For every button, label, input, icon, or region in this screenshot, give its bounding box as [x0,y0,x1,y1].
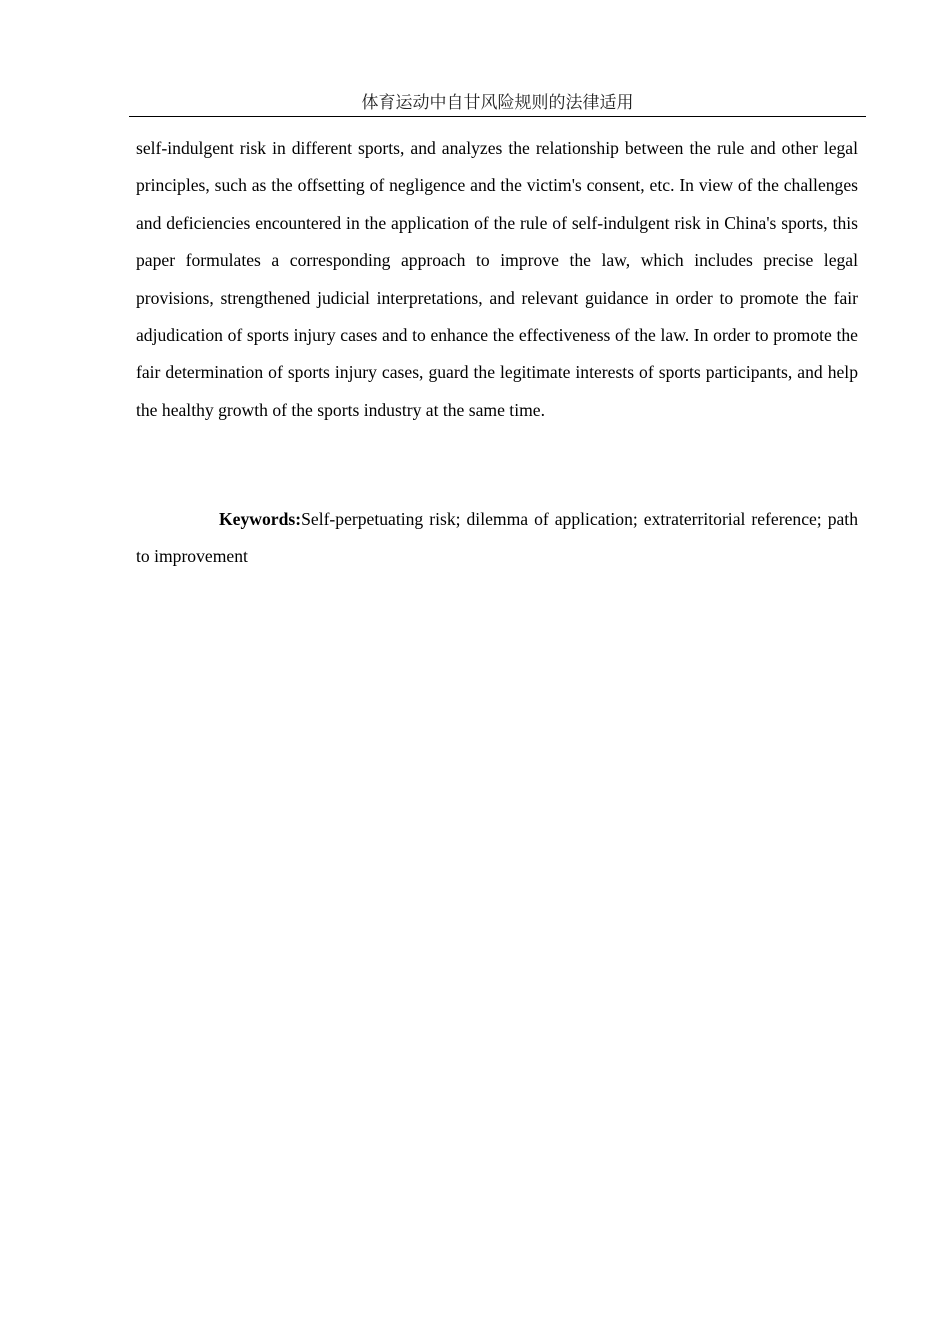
page-header-title: 体育运动中自甘风险规则的法律适用 [361,93,634,113]
page-header [129,90,866,117]
keywords-label: Keywords: [219,509,302,529]
keywords-paragraph [136,501,858,576]
abstract-paragraph: self-indulgent risk in different sports, and analyzes the relationship between the rule and other legal principles, such as the offsetting of negligence and the victim's consent, etc. In view of the challenges and deficiencies encountered in the application of the rule of self-indulgent risk in China's sports, this paper formulates a corresponding approach to improve the law, which includes precise legal provisions, strengthened judicial interpretations, and relevant guidance in order to promote the fair adjudication of sports injury cases and to enhance the effectiveness of the law. In order to promote the fair determination of sports injury cases, guard the legitimate interests of sports participants, and help the healthy growth of the sports industry at the same time. [136,138,858,420]
keywords-text: Self-perpetuating risk; dilemma of application; extraterritorial reference; path to improvement [136,509,858,567]
